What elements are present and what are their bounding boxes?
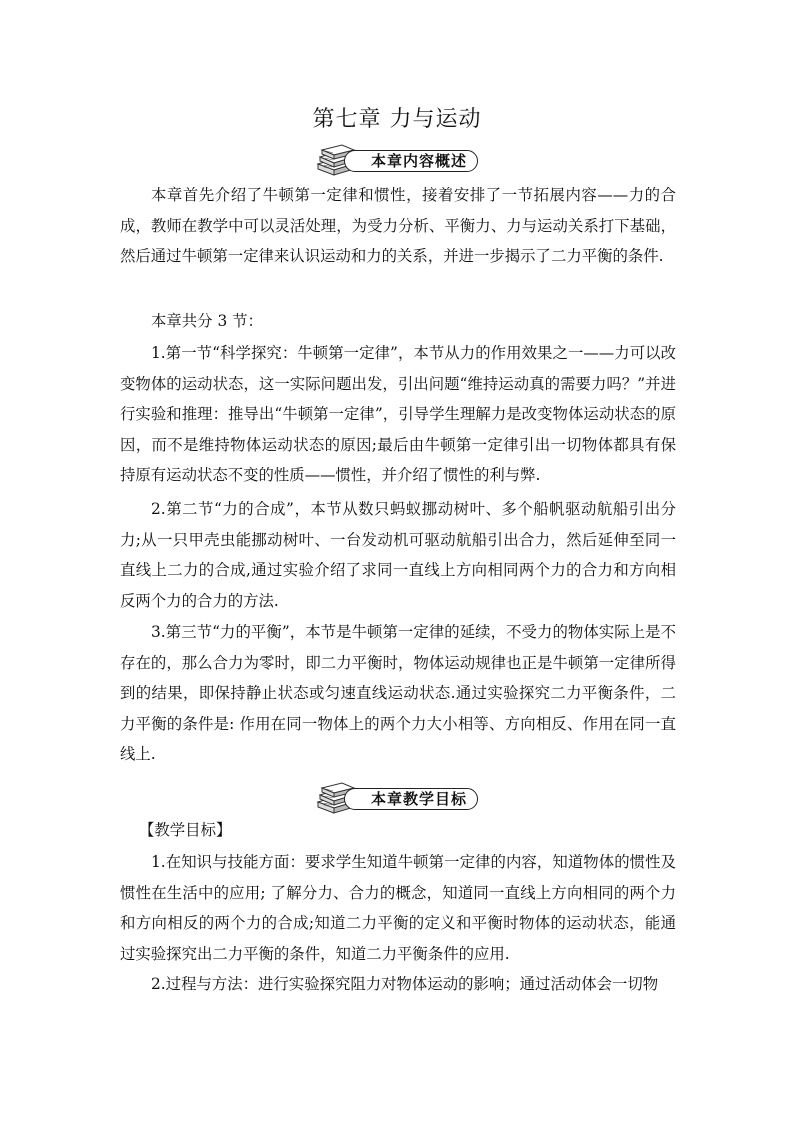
overview-paragraph-2: 本章共分 3 节： (151, 312, 263, 330)
overview-paragraph-1: 本章首先介绍了牛顿第一定律和惯性，接着安排了一节拓展内容——力的合成，教师在教学中可以灵活处理，为受力分析、平衡力、力与运动关系打下基础，然后通过牛顿第一定律来认识运动和力的关系，并进一步揭示了二力平衡的条件. (120, 186, 676, 266)
overview-paragraph-3: 1.第一节“科学探究：牛顿第一定律”，本节从力的作用效果之一——力可以改变物体的运动状态，这一实际问题出发，引出问题“维持运动真的需要力吗？”并进行实验和推理：推导出“牛顿第一定律”，引导学生理解力是改变物体运动状态的原因，而不是维持物体运动状态的原因;最后由牛顿第一定律引出一切物体都具有保持原有运动状态不变的性质——惯性，并介绍了惯性的利与弊. (120, 344, 676, 485)
goals-paragraph-2: 2.过程与方法：进行实验探究阻力对物体运动的影响；通过活动体会一切物 (151, 975, 659, 993)
overview-banner (314, 142, 482, 178)
overview-paragraph-5: 3.第三节“力的平衡”，本节是牛顿第一定律的延续，不受力的物体实际上是不存在的，那么合力为零时，即二力平衡时，物体运动规律也正是牛顿第一定律所得到的结果，即保持静止状态或匀速直线运动状态.通过实验探究二力平衡条件，二力平衡的条件是: 作用在同一物体上的两个力大小相等、方向相反、作用在同一直线上. (120, 623, 676, 764)
chapter-title: 第七章 力与运动 (312, 107, 482, 132)
goals-banner-label: 本章教学目标 (370, 790, 467, 808)
overview-banner-label: 本章内容概述 (370, 152, 467, 170)
overview-paragraph-4: 2.第二节“力的合成”，本节从数只蚂蚁挪动树叶、多个船帆驱动航船引出分力;从一只甲壳虫能挪动树叶、一台发动机可驱动航船引出合力，然后延伸至同一直线上二力的合成,通过实验介绍了求同一直线上方向相同两个力的合力和方向相反两个力的合力的方法. (120, 500, 676, 610)
goals-paragraph-1: 1.在知识与技能方面：要求学生知道牛顿第一定律的内容，知道物体的惯性及惯性在生活中的应用; 了解分力、合力的概念，知道同一直线上方向相同的两个力和方向相反的两个力的合成;知道二力平衡的定义和平衡时物体的运动状态，能通过实验探究出二力平衡的条件，知道二力平衡条件的应用. (120, 853, 676, 963)
goals-banner (314, 780, 482, 816)
goals-heading: 【教学目标】 (139, 821, 232, 839)
